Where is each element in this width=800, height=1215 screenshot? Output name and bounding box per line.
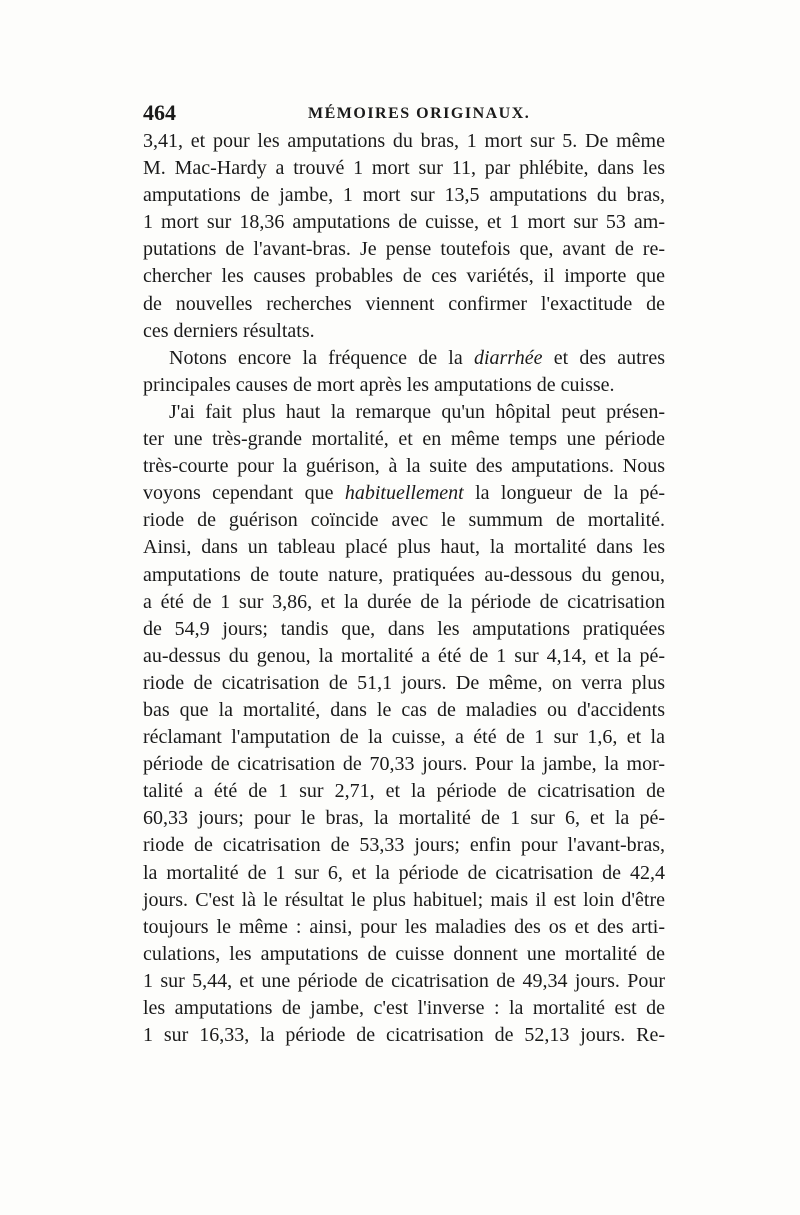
text-line: les amputations de jambe, c'est l'inverse : la mortalité est de [143, 997, 665, 1019]
paragraph-start-line: J'ai fait plus haut la remarque qu'un hôpital peut présen- [169, 400, 665, 423]
italic-term: diarrhée [473, 346, 543, 369]
text-line: a été de 1 sur 3,86, et la durée de la période de cicatrisation [143, 590, 665, 613]
text-line: M. Mac-Hardy a trouvé 1 mort sur 11, par phlébite, dans les [143, 157, 665, 180]
text-line: période de cicatrisation de 70,33 jours. Pour la jambe, la mor- [143, 753, 665, 776]
text-line: la mortalité de 1 sur 6, et la période de cicatrisation de 42,4 [143, 861, 665, 884]
text-segment: la longueur de la pé- [463, 482, 666, 505]
text-line: au-dessus du genou, la mortalité a été de 1 sur 4,14, et la pé- [143, 644, 665, 667]
text-line [143, 480, 665, 507]
text-line: ter une très-grande mortalité, et en même temps une période [143, 428, 665, 451]
page-header [143, 98, 665, 128]
text-line: riode de guérison coïncide avec le summum de mortalité. [143, 509, 665, 532]
text-line: jours. C'est là le résultat le plus habituel; mais il est loin d'être [143, 888, 665, 911]
text-line: Ainsi, dans un tableau placé plus haut, la mortalité dans les [143, 536, 665, 559]
text-line: talité a été de 1 sur 2,71, et la période de cicatrisation de [143, 780, 665, 803]
text-line: 1 mort sur 18,36 amputations de cuisse, et 1 mort sur 53 am- [143, 211, 665, 234]
text-line: 3,41, et pour les amputations du bras, 1 mort sur 5. De même [143, 130, 665, 152]
text-line: culations, les amputations de cuisse donnent une mortalité de [143, 942, 665, 965]
text-line: de nouvelles recherches viennent confirmer l'exactitude de [143, 292, 665, 315]
paragraph-end-line: ces derniers résultats. [143, 319, 315, 342]
text-line: riode de cicatrisation de 51,1 jours. De même, on verra plus [143, 671, 665, 694]
text-line: 1 sur 16,33, la période de cicatrisation de 52,13 jours. Re- [143, 1024, 665, 1047]
body-text [143, 128, 665, 1049]
text-line: putations de l'avant-bras. Je pense toutefois que, avant de re- [143, 238, 665, 261]
paragraph-start-line [143, 345, 665, 372]
text-line: de 54,9 jours; tandis que, dans les amputations pratiquées [143, 617, 665, 640]
text-line: 1 sur 5,44, et une période de cicatrisation de 49,34 jours. Pour [143, 969, 665, 992]
text-line: réclamant l'amputation de la cuisse, a été de 1 sur 1,6, et la [143, 726, 665, 749]
text-line: riode de cicatrisation de 53,33 jours; enfin pour l'avant-bras, [143, 834, 665, 857]
italic-term: habituellement [344, 482, 464, 505]
paragraph-end-line: principales causes de mort après les amputations de cuisse. [143, 373, 615, 396]
running-head: MÉMOIRES ORIGINAUX. [308, 105, 531, 122]
text-segment: Notons encore la fréquence de la [169, 346, 474, 369]
text-line: toujours le même : ainsi, pour les maladies des os et des arti- [143, 915, 665, 938]
text-line: chercher les causes probables de ces variétés, il importe que [143, 265, 665, 288]
text-line: amputations de toute nature, pratiquées au-dessous du genou, [143, 563, 665, 586]
text-line: très-courte pour la guérison, à la suite des amputations. Nous [143, 455, 665, 478]
text-segment: et des autres [542, 346, 665, 369]
text-segment: voyons cependant que [143, 482, 345, 505]
text-line: bas que la mortalité, dans le cas de maladies ou d'accidents [143, 698, 665, 721]
text-line: amputations de jambe, 1 mort sur 13,5 amputations du bras, [143, 184, 665, 207]
page-number: 464 [143, 100, 176, 125]
text-line: 60,33 jours; pour le bras, la mortalité de 1 sur 6, et la pé- [143, 807, 665, 830]
